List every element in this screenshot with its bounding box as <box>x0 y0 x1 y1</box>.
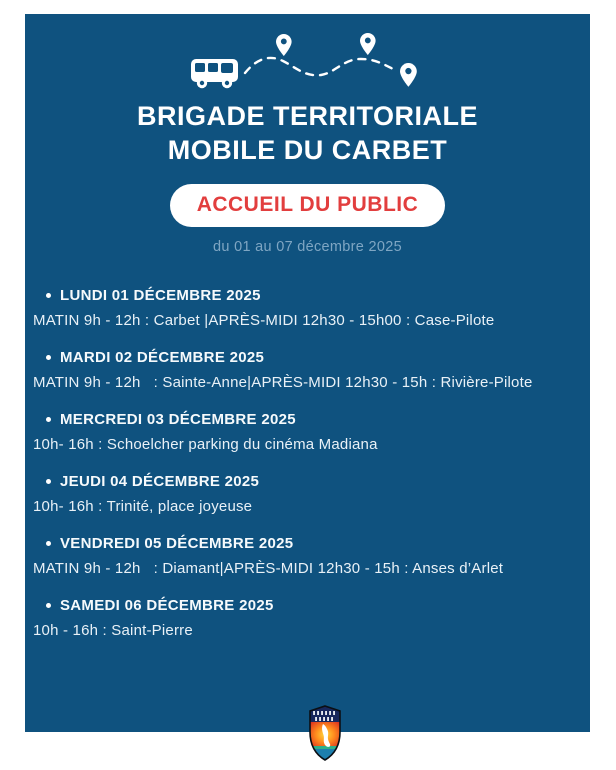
schedule-entry <box>33 534 582 578</box>
map-pin-icon <box>400 63 417 87</box>
schedule-day: MERCREDI 03 DÉCEMBRE 2025 <box>60 411 296 428</box>
bullet-icon <box>46 479 51 484</box>
schedule-day: JEUDI 04 DÉCEMBRE 2025 <box>60 473 260 490</box>
map-pin-icon <box>360 33 376 55</box>
schedule-detail: MATIN 9h - 12h : Sainte-Anne|APRÈS-MIDI 12h30 - 15h : Rivière-Pilote <box>33 374 533 391</box>
schedule-day-row <box>33 472 582 491</box>
martinique-crest-logo <box>308 705 342 761</box>
dashed-route-line <box>245 58 395 75</box>
schedule-day: SAMEDI 06 DÉCEMBRE 2025 <box>60 597 274 614</box>
schedule-entry <box>33 410 582 454</box>
map-pin-icon <box>276 34 292 56</box>
bullet-icon <box>46 603 51 608</box>
title-line-2: MOBILE DU CARBET <box>167 135 448 165</box>
bullet-icon <box>46 417 51 422</box>
schedule-detail: MATIN 9h - 12h : Carbet |APRÈS-MIDI 12h30 - 15h00 : Case-Pilote <box>33 312 495 329</box>
schedule-detail: 10h - 16h : Saint-Pierre <box>33 622 193 639</box>
schedule-entry <box>33 286 582 330</box>
schedule-entry <box>33 596 582 640</box>
schedule-day: LUNDI 01 DÉCEMBRE 2025 <box>60 287 261 304</box>
bullet-icon <box>46 293 51 298</box>
flyer-panel <box>25 14 590 732</box>
schedule-detail: 10h- 16h : Trinité, place joyeuse <box>33 498 253 515</box>
schedule-day-row <box>33 410 582 429</box>
schedule-list <box>25 286 590 640</box>
accueil-banner: ACCUEIL DU PUBLIC <box>170 184 446 227</box>
bullet-icon <box>46 355 51 360</box>
route-graphic <box>183 33 433 95</box>
title-line-1: BRIGADE TERRITORIALE <box>136 101 478 131</box>
bullet-icon <box>46 541 51 546</box>
schedule-day: VENDREDI 05 DÉCEMBRE 2025 <box>60 535 294 552</box>
schedule-detail: MATIN 9h - 12h : Diamant|APRÈS-MIDI 12h30 - 15h : Anses d’Arlet <box>33 560 504 577</box>
schedule-day-row <box>33 534 582 553</box>
schedule-day-row <box>33 286 582 305</box>
schedule-entry <box>33 472 582 516</box>
schedule-entry <box>33 348 582 392</box>
date-range: du 01 au 07 décembre 2025 <box>213 239 402 255</box>
schedule-detail: 10h- 16h : Schoelcher parking du cinéma Madiana <box>33 436 378 453</box>
bus-icon <box>191 59 238 88</box>
schedule-day: MARDI 02 DÉCEMBRE 2025 <box>60 349 265 366</box>
schedule-day-row <box>33 348 582 367</box>
page-title <box>25 99 590 167</box>
banner-wrap <box>25 184 590 227</box>
schedule-day-row <box>33 596 582 615</box>
